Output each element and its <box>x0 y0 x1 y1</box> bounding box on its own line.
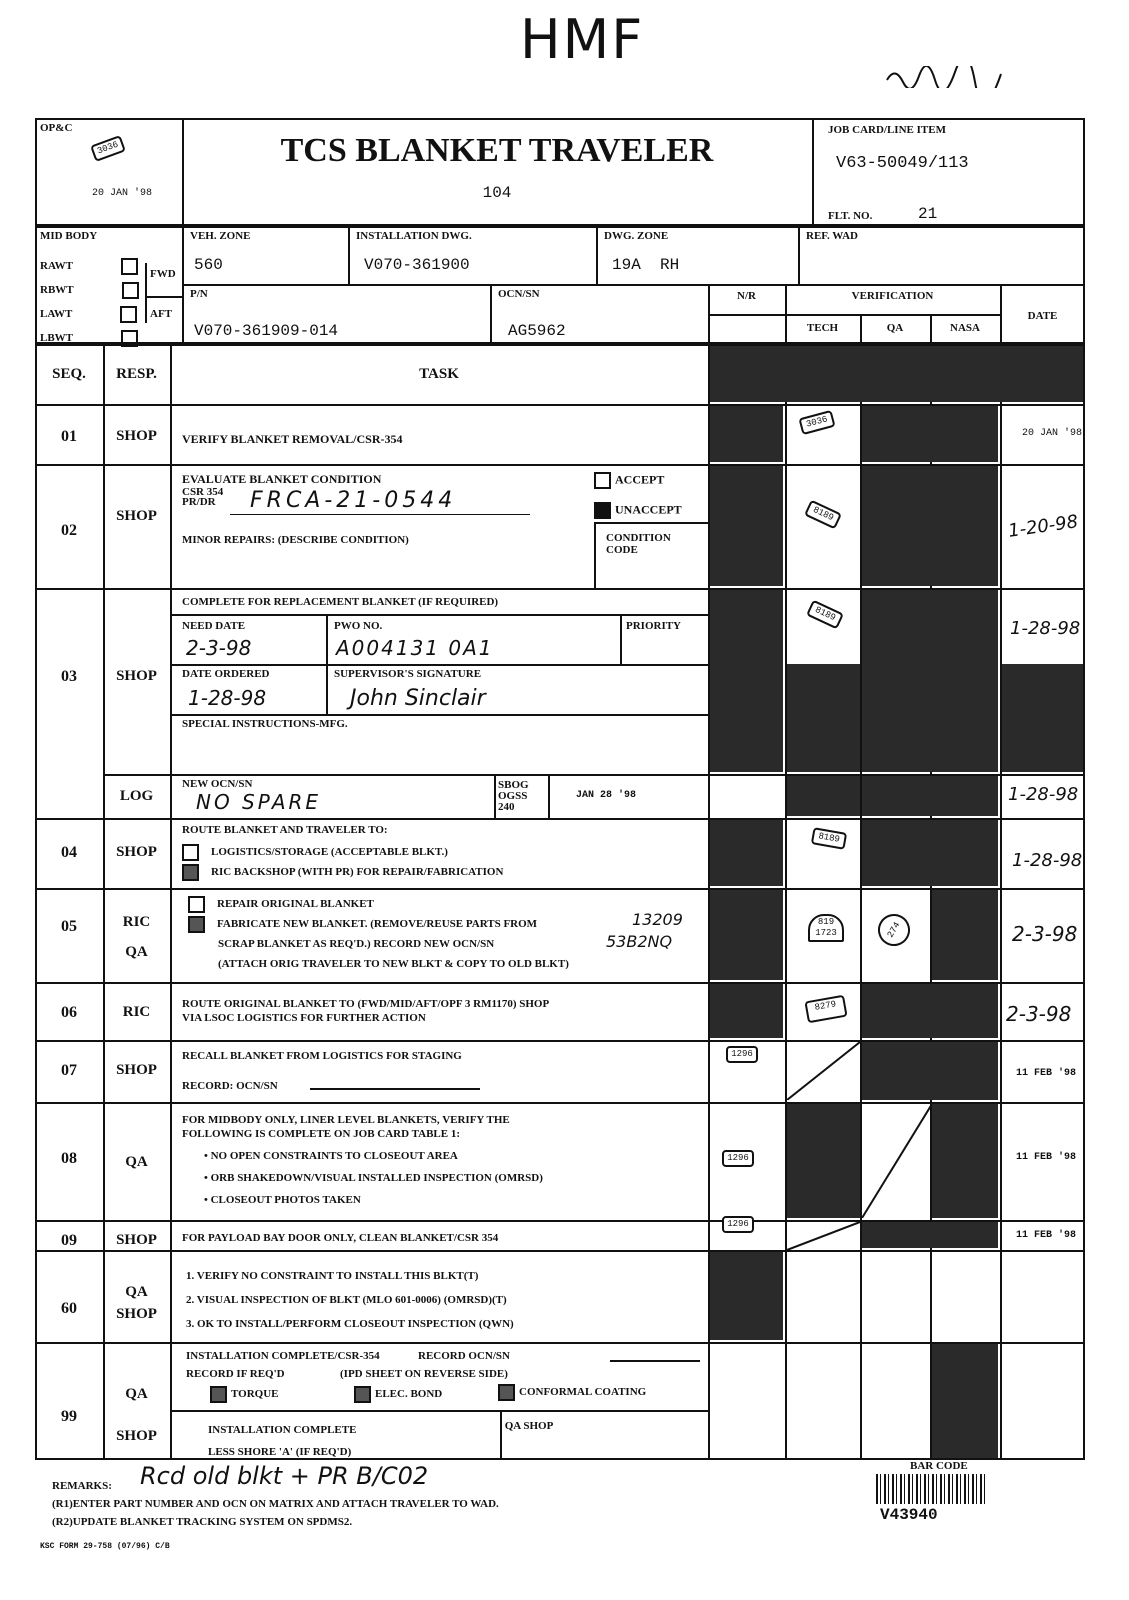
qa-stamp-05: 274 <box>872 908 916 952</box>
fabricate-option[interactable] <box>188 916 537 933</box>
need-date-value: 2-3-98 <box>186 636 252 660</box>
barcode-label: BAR CODE <box>910 1460 968 1472</box>
conformal-label: CONFORMAL COATING <box>519 1386 647 1399</box>
opc-stamp: 3036 <box>90 135 126 162</box>
tech-stamp-02: 8189 <box>804 500 842 530</box>
date-03: 1-28-98 <box>1010 618 1081 639</box>
task-04-title: ROUTE BLANKET AND TRAVELER TO: <box>182 824 388 836</box>
task-07-line1: RECALL BLANKET FROM LOGISTICS FOR STAGING <box>182 1050 462 1062</box>
date-08: 11 FEB '98 <box>1016 1152 1077 1163</box>
logistics-checkbox[interactable] <box>182 844 199 861</box>
lbwt-label: LBWT <box>40 332 74 344</box>
date-05: 2-3-98 <box>1012 922 1078 946</box>
ref-wad-label: REF. WAD <box>806 230 858 242</box>
resp-06: RIC <box>122 1004 151 1020</box>
rawt-checkbox[interactable] <box>121 258 138 275</box>
barcode-value: V43940 <box>880 1506 938 1524</box>
aft-label: AFT <box>150 308 172 320</box>
task-02-title: EVALUATE BLANKET CONDITION <box>182 472 382 486</box>
date-ordered-label: DATE ORDERED <box>182 668 270 680</box>
date-04: 1-28-98 <box>1012 850 1083 871</box>
new-ocn-value: NO SPARE <box>196 790 322 814</box>
nasa-header: NASA <box>950 322 980 334</box>
rbwt-label: RBWT <box>40 284 74 296</box>
resp-log: LOG <box>119 788 154 804</box>
tech-stamp-01: 3036 <box>798 410 835 435</box>
rbwt-checkbox[interactable] <box>122 282 139 299</box>
tech-stamp-05: 819 1723 <box>808 914 844 942</box>
date-ordered-value: 1-28-98 <box>188 686 267 710</box>
fabricate-checkbox[interactable] <box>188 916 205 933</box>
task-08-line1: FOR MIDBODY ONLY, LINER LEVEL BLANKETS, VERIFY THE <box>182 1114 510 1126</box>
resp-03: SHOP <box>116 668 157 684</box>
resp-99-qa: QA <box>125 1386 148 1402</box>
date-06: 2-3-98 <box>1006 1002 1072 1026</box>
install-dwg-value: V070-361900 <box>364 256 470 274</box>
date-02: 1-20-98 <box>1006 511 1080 542</box>
dwg-zone-label: DWG. ZONE <box>604 230 669 242</box>
accept-checkbox[interactable] <box>594 472 611 489</box>
unaccept-checkbox[interactable] <box>594 502 611 519</box>
date-header: DATE <box>1027 310 1058 322</box>
seq-08: 08 <box>61 1150 77 1167</box>
install-dwg-label: INSTALLATION DWG. <box>356 230 472 242</box>
sbog-label: SBOG OGSS 240 <box>498 779 529 813</box>
nr-stamp-07: 1296 <box>726 1046 758 1063</box>
repair-option[interactable] <box>188 896 374 913</box>
resp-08: QA <box>125 1154 148 1170</box>
resp-09: SHOP <box>116 1232 157 1248</box>
date-07: 11 FEB '98 <box>1016 1068 1077 1079</box>
torque-checkbox[interactable] <box>210 1386 227 1403</box>
seq-99: 99 <box>61 1408 77 1425</box>
task-99-install-complete: INSTALLATION COMPLETE <box>208 1424 357 1436</box>
priority-label: PRIORITY <box>626 620 682 632</box>
task-01: VERIFY BLANKET REMOVAL/CSR-354 <box>182 432 403 446</box>
seq-09: 09 <box>61 1232 77 1249</box>
task-08-bullet3: • CLOSEOUT PHOTOS TAKEN <box>204 1194 361 1206</box>
mid-body-options <box>40 254 143 350</box>
resp-04: SHOP <box>116 844 157 860</box>
date-01: 20 JAN '98 <box>1022 428 1083 439</box>
title-number: 104 <box>482 184 512 202</box>
task-05-hw2: 53B2NQ <box>606 932 673 951</box>
task-99-line1: INSTALLATION COMPLETE/CSR-354 <box>186 1350 380 1362</box>
task-99-record-ocn: RECORD OCN/SN <box>418 1350 510 1362</box>
accept-label: ACCEPT <box>615 472 665 487</box>
resp-60-shop: SHOP <box>116 1306 157 1322</box>
task-02-prdr: PR/DR <box>182 496 216 508</box>
nr-header: N/R <box>737 290 756 302</box>
seq-01: 01 <box>61 428 77 445</box>
seq-02: 02 <box>61 522 77 539</box>
repair-checkbox[interactable] <box>188 896 205 913</box>
veh-zone-value: 560 <box>194 256 223 274</box>
new-ocn-label: NEW OCN/SN <box>182 778 253 790</box>
task-99-less-shore: LESS SHORE 'A' (IF REQ'D) <box>208 1446 352 1458</box>
tech-stamp-03: 8189 <box>806 600 844 630</box>
task-05-line4: (ATTACH ORIG TRAVELER TO NEW BLKT & COPY TO OLD BLKT) <box>218 958 569 970</box>
seq-07: 07 <box>61 1062 77 1079</box>
repair-label: REPAIR ORIGINAL BLANKET <box>217 898 374 911</box>
task-60-line2: 2. VISUAL INSPECTION OF BLKT (MLO 601-0006) (OMRSD)(T) <box>186 1294 507 1306</box>
seq-60: 60 <box>61 1300 77 1317</box>
task-06-line2: VIA LSOC LOGISTICS FOR FURTHER ACTION <box>182 1012 426 1024</box>
special-instructions-label: SPECIAL INSTRUCTIONS-MFG. <box>182 718 348 730</box>
task-60-line3: 3. OK TO INSTALL/PERFORM CLOSEOUT INSPECTION (QWN) <box>186 1318 514 1330</box>
form-number: KSC FORM 29-758 (07/96) C/B <box>40 1542 170 1551</box>
nr-stamp-09: 1296 <box>722 1216 754 1233</box>
task-05-hw1: 13209 <box>632 910 683 929</box>
pr-handwritten: FRCA-21-0544 <box>250 488 457 513</box>
barcode <box>876 1474 986 1504</box>
qa-header: QA <box>886 322 904 334</box>
logistics-option[interactable] <box>182 844 448 861</box>
seq-05: 05 <box>61 918 77 935</box>
flt-label: FLT. NO. <box>828 210 873 222</box>
fwd-label: FWD <box>150 268 176 280</box>
tech-header: TECH <box>806 322 839 334</box>
date-log: 1-28-98 <box>1008 784 1079 805</box>
pn-label: P/N <box>190 288 208 300</box>
lawt-checkbox[interactable] <box>120 306 137 323</box>
condition-code-label: CONDITION CODE <box>606 532 671 556</box>
seq-03: 03 <box>61 668 77 685</box>
resp-header: RESP. <box>116 366 157 382</box>
pwo-label: PWO NO. <box>334 620 383 632</box>
seq-header: SEQ. <box>52 366 86 382</box>
remarks-label: REMARKS: <box>52 1480 112 1492</box>
resp-60-qa: QA <box>125 1284 148 1300</box>
task-06-line1: ROUTE ORIGINAL BLANKET TO (FWD/MID/AFT/OPF 3 RM1170) SHOP <box>182 998 550 1010</box>
resp-01: SHOP <box>116 428 157 444</box>
task-99-ipd: (IPD SHEET ON REVERSE SIDE) <box>340 1368 508 1380</box>
dwg-zone-value: 19A RH <box>612 256 680 274</box>
log-date-stamp: JAN 28 '98 <box>576 790 637 801</box>
need-date-label: NEED DATE <box>182 620 246 632</box>
opc-date: 20 JAN '98 <box>92 188 153 199</box>
torque-label: TORQUE <box>231 1388 279 1401</box>
ocn-label: OCN/SN <box>498 288 540 300</box>
task-99-qa-shop: QA SHOP <box>504 1420 554 1432</box>
ric-backshop-option[interactable] <box>182 864 503 881</box>
supervisor-label: SUPERVISOR'S SIGNATURE <box>334 668 482 680</box>
veh-zone-label: VEH. ZONE <box>190 230 251 242</box>
resp-05-qa: QA <box>125 944 148 960</box>
task-header: TASK <box>419 366 459 382</box>
opc-label: OP&C <box>40 122 73 134</box>
conformal-option[interactable] <box>498 1384 646 1401</box>
verification-header: VERIFICATION <box>851 290 934 302</box>
task-08-bullet1: • NO OPEN CONSTRAINTS TO CLOSEOUT AREA <box>204 1150 458 1162</box>
resp-02: SHOP <box>116 508 157 524</box>
pn-value: V070-361909-014 <box>194 322 339 340</box>
remarks-handwritten: Rcd old blkt + PR B/C02 <box>140 1462 429 1490</box>
scribble-signature <box>885 66 1005 88</box>
lawt-label: LAWT <box>40 308 73 320</box>
ric-backshop-label: RIC BACKSHOP (WITH PR) FOR REPAIR/FABRICATION <box>211 866 504 879</box>
minor-repairs-label: MINOR REPAIRS: (DESCRIBE CONDITION) <box>182 534 409 546</box>
supervisor-signature: John Sinclair <box>350 686 486 711</box>
mid-body-label: MID BODY <box>40 230 98 242</box>
job-card-value: V63-50049/113 <box>836 154 969 173</box>
ric-backshop-checkbox[interactable] <box>182 864 199 881</box>
ocn-value: AG5962 <box>508 322 566 340</box>
task-08-bullet2: • ORB SHAKEDOWN/VISUAL INSTALLED INSPECTION (OMRSD) <box>204 1172 543 1184</box>
task-02-csr: CSR 354 <box>182 486 224 498</box>
torque-option[interactable] <box>210 1386 278 1403</box>
unaccept-option[interactable] <box>594 502 682 519</box>
conformal-checkbox[interactable] <box>498 1384 515 1401</box>
resp-99-shop: SHOP <box>116 1428 157 1444</box>
remarks-r1: (R1)ENTER PART NUMBER AND OCN ON MATRIX AND ATTACH TRAVELER TO WAD. <box>52 1498 499 1510</box>
pwo-value: A004131 0A1 <box>336 636 494 660</box>
task-09: FOR PAYLOAD BAY DOOR ONLY, CLEAN BLANKET/CSR 354 <box>182 1232 499 1244</box>
form-title: TCS BLANKET TRAVELER <box>280 132 714 169</box>
date-09: 11 FEB '98 <box>1016 1230 1077 1241</box>
task-05-line3: SCRAP BLANKET AS REQ'D.) RECORD NEW OCN/SN <box>218 938 495 950</box>
elec-bond-label: ELEC. BOND <box>375 1388 443 1401</box>
logistics-label: LOGISTICS/STORAGE (ACCEPTABLE BLKT.) <box>211 846 448 859</box>
flt-value: 21 <box>918 205 938 223</box>
unaccept-label: UNACCEPT <box>615 502 682 517</box>
tech-stamp-06: 8279 <box>804 995 847 1024</box>
rawt-label: RAWT <box>40 260 74 272</box>
task-03-title: COMPLETE FOR REPLACEMENT BLANKET (IF REQUIRED) <box>182 596 499 608</box>
resp-07: SHOP <box>116 1062 157 1078</box>
job-card-label: JOB CARD/LINE ITEM <box>828 124 946 136</box>
fabricate-label: FABRICATE NEW BLANKET. (REMOVE/REUSE PARTS FROM <box>217 918 538 931</box>
handwritten-hmf: HMF <box>520 8 645 71</box>
remarks-r2: (R2)UPDATE BLANKET TRACKING SYSTEM ON SPDMS2. <box>52 1516 353 1528</box>
resp-05: RIC <box>122 914 151 930</box>
elec-bond-option[interactable] <box>354 1386 442 1403</box>
nr-stamp-08: 1296 <box>722 1150 754 1167</box>
task-08-line2: FOLLOWING IS COMPLETE ON JOB CARD TABLE 1: <box>182 1128 460 1140</box>
seq-06: 06 <box>61 1004 77 1021</box>
task-99-record-if: RECORD IF REQ'D <box>186 1368 285 1380</box>
seq-04: 04 <box>61 844 77 861</box>
task-07-line2: RECORD: OCN/SN <box>182 1080 278 1092</box>
accept-option[interactable] <box>594 472 664 489</box>
elec-bond-checkbox[interactable] <box>354 1386 371 1403</box>
tech-stamp-04: 8189 <box>811 827 847 850</box>
task-60-line1: 1. VERIFY NO CONSTRAINT TO INSTALL THIS BLKT(T) <box>186 1270 479 1282</box>
